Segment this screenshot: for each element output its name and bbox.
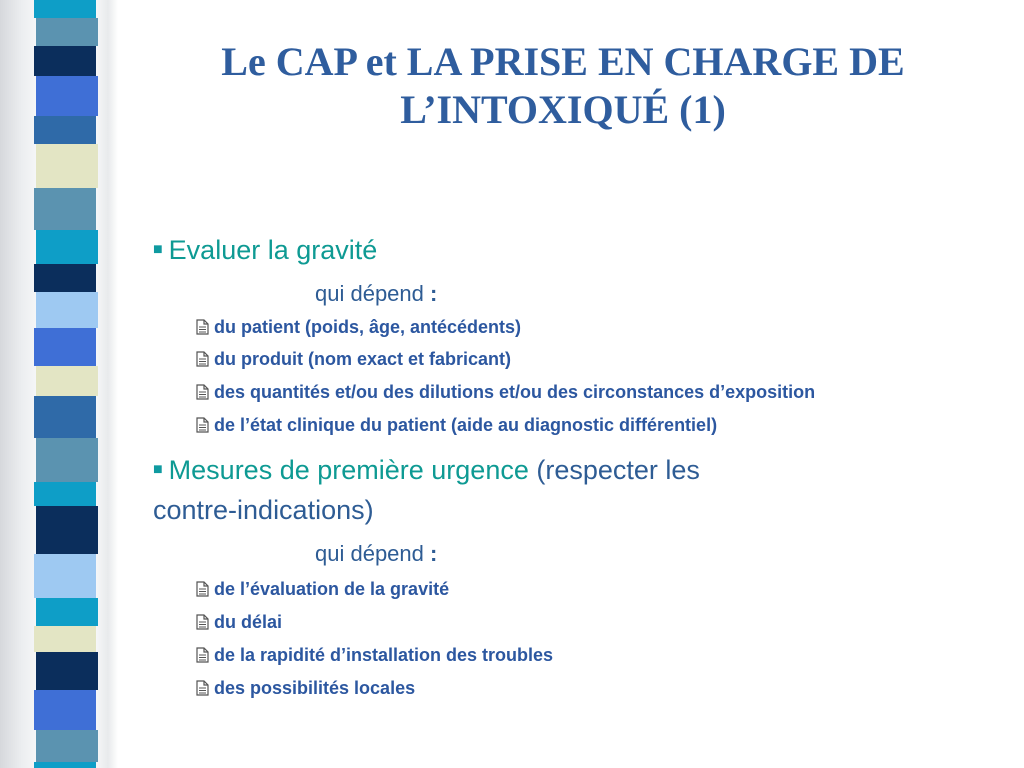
section2-item-text: de la rapidité d’installation des troubles	[214, 645, 554, 665]
document-icon	[196, 351, 209, 367]
stripe-block	[34, 328, 96, 366]
section2-item-text: du délai	[214, 612, 283, 632]
stripe-block	[36, 230, 98, 264]
section2-heading-navy: (respecter les	[528, 455, 700, 485]
document-icon	[196, 647, 209, 663]
stripe-block	[36, 366, 98, 396]
stripe-block	[36, 292, 98, 328]
square-bullet-icon: ■	[153, 241, 163, 258]
section2-heading-teal: Mesures de première urgence	[168, 455, 529, 485]
section2-subheading	[315, 541, 437, 567]
stripe-block	[34, 396, 96, 438]
section1-item	[196, 415, 717, 436]
document-icon	[196, 384, 209, 400]
stripe-block	[36, 18, 98, 46]
stripe-block	[36, 76, 98, 116]
section1-heading-row	[153, 231, 377, 269]
stripe-block	[34, 762, 96, 768]
slide-title: Le CAP et LA PRISE EN CHARGE DE L’INTOXIQUÉ (1)	[221, 39, 905, 132]
stripe-block	[36, 438, 98, 482]
section1-subheading-colon: :	[430, 281, 438, 306]
section2-item-text: de l’évaluation de la gravité	[214, 579, 450, 599]
section2-heading-line2: contre-indications)	[153, 495, 374, 525]
section1-item-text: de l’état clinique du patient (aide au diagnostic différentiel)	[214, 415, 718, 435]
decorative-stripe-band	[0, 0, 118, 768]
section2-subheading-text: qui dépend	[315, 541, 424, 566]
section1-item-text: des quantités et/ou des dilutions et/ou des circonstances d’exposition	[214, 382, 816, 402]
section1-item	[196, 317, 521, 338]
document-icon	[196, 581, 209, 597]
section1-subheading-text: qui dépend	[315, 281, 424, 306]
stripe-block	[36, 144, 98, 188]
section1-item-text: du patient (poids, âge, antécédents)	[214, 317, 522, 337]
stripe-block	[36, 598, 98, 626]
stripe-block	[36, 506, 98, 554]
stripe-block	[36, 730, 98, 762]
section1-subheading	[315, 281, 437, 307]
stripe-block	[34, 0, 96, 18]
document-icon	[196, 680, 209, 696]
stripe-block	[34, 116, 96, 144]
stripe-block	[34, 482, 96, 506]
stripe-block	[34, 264, 96, 292]
section2-item	[196, 645, 553, 666]
document-icon	[196, 417, 209, 433]
square-bullet-icon: ■	[153, 461, 163, 478]
stripe-block	[34, 46, 96, 76]
stripe-block	[34, 188, 96, 230]
stripe-block	[34, 554, 96, 598]
section1-heading: Evaluer la gravité	[168, 235, 378, 265]
section2-item-text: des possibilités locales	[214, 678, 416, 698]
section2-item	[196, 612, 282, 633]
stripe-column	[36, 0, 98, 768]
document-icon	[196, 614, 209, 630]
stripe-block	[34, 626, 96, 652]
section1-item-text: du produit (nom exact et fabricant)	[214, 349, 512, 369]
stripe-block	[34, 690, 96, 730]
section2-item	[196, 579, 449, 600]
section2-heading-row	[153, 451, 700, 489]
stripe-block	[36, 652, 98, 690]
section1-item	[196, 382, 815, 403]
section1-item	[196, 349, 511, 370]
section2-item	[196, 678, 415, 699]
document-icon	[196, 319, 209, 335]
section2-subheading-colon: :	[430, 541, 438, 566]
